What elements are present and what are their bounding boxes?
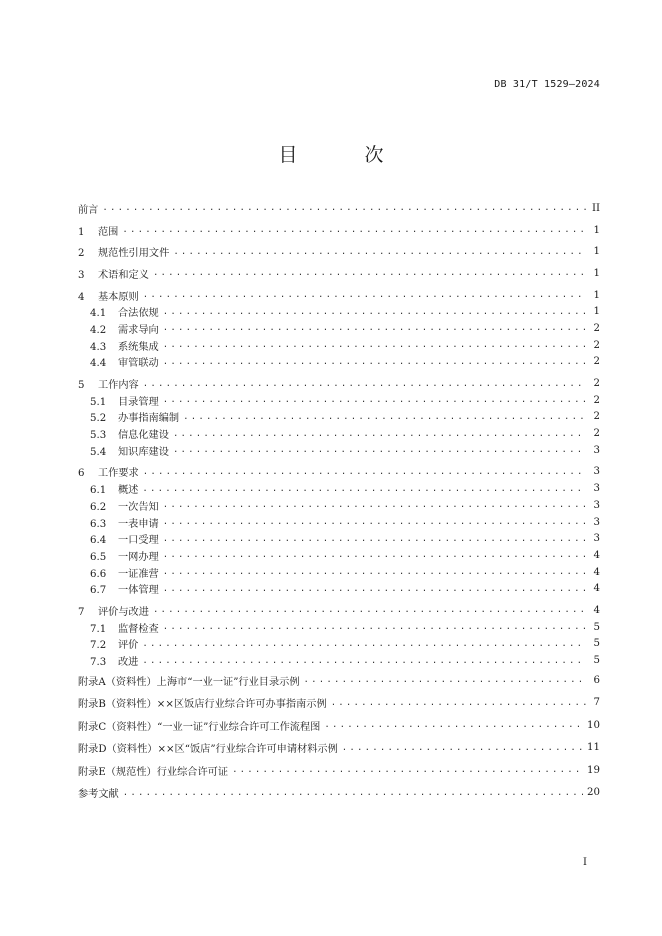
toc-entry[interactable]	[78, 580, 600, 597]
toc-dot-leader	[163, 500, 586, 510]
toc-entry-title	[90, 531, 159, 546]
toc-entry-number: 6.6	[90, 568, 107, 580]
toc-dot-leader	[163, 323, 586, 333]
toc-entry-number: 7	[78, 606, 85, 618]
toc-entry-label: 前言	[78, 204, 99, 216]
toc-entry-label: 工作要求	[98, 468, 139, 480]
toc-entry-page: II	[591, 202, 600, 214]
toc-entry-label: 改进	[118, 657, 139, 669]
toc-entry-title	[78, 673, 300, 688]
toc-dot-leader	[163, 340, 586, 350]
toc-dot-leader	[163, 622, 586, 632]
toc-entry-page: 5	[593, 638, 600, 650]
toc-entry-page: 3	[593, 516, 600, 528]
toc-entry-page: 3	[593, 499, 600, 511]
toc-entry-label: 合法依规	[118, 308, 159, 320]
toc-entry-label: 术语和定义	[98, 269, 149, 281]
toc-dot-leader	[143, 467, 586, 477]
toc-entry-page: 2	[593, 378, 600, 390]
toc-entry-title	[90, 636, 138, 651]
toc-entry-number: 6.1	[90, 485, 107, 497]
toc-entry-label: 一体管理	[118, 585, 159, 597]
toc-dot-leader	[342, 743, 583, 753]
toc-entry-title	[78, 266, 149, 281]
toc-entry[interactable]	[78, 564, 600, 581]
toc-entry[interactable]	[78, 480, 600, 497]
toc-entry-label: 一网办理	[118, 551, 159, 563]
toc-entry[interactable]	[78, 497, 600, 514]
toc-entry-label: 评价	[118, 640, 139, 652]
toc-entry-title	[90, 354, 159, 369]
toc-entry-number: 6.5	[90, 551, 107, 563]
toc-entry-title	[90, 304, 159, 319]
toc-entry-number: 4.1	[90, 308, 107, 320]
toc-entry[interactable]	[78, 464, 600, 481]
toc-entry[interactable]	[78, 736, 600, 759]
toc-entry-label: 办事指南编制	[118, 413, 180, 425]
toc-entry-page: 1	[593, 224, 600, 236]
toc-dot-leader	[142, 484, 586, 494]
toc-entry-label: 一次告知	[118, 501, 159, 513]
toc-entry-title	[90, 409, 179, 424]
toc-entry-title	[90, 393, 159, 408]
toc-entry-number: 4.3	[90, 341, 107, 353]
toc-entry-page: 4	[593, 549, 600, 561]
toc-entry-title	[90, 653, 138, 668]
standard-code: DB 31/T 1529—2024	[494, 79, 600, 90]
toc-entry-number: 5	[78, 380, 85, 392]
toc-entry[interactable]	[78, 200, 600, 217]
toc-dot-leader	[183, 412, 586, 422]
toc-entry-title	[90, 620, 159, 635]
toc-entry-title	[78, 223, 118, 238]
toc-entry-number: 5.3	[90, 430, 107, 442]
toc-entry[interactable]	[78, 442, 600, 459]
toc-entry[interactable]	[78, 691, 600, 714]
toc-entry-number: 2	[78, 248, 85, 260]
toc-entry-page: 3	[593, 444, 600, 456]
toc-entry-title	[90, 498, 159, 513]
toc-entry[interactable]	[78, 265, 600, 282]
toc-entry-title	[90, 565, 159, 580]
toc-entry[interactable]	[78, 375, 600, 392]
toc-entry-label: 一表申请	[118, 518, 159, 530]
toc-entry-number: 4.4	[90, 358, 107, 370]
toc-entry-page: 2	[593, 394, 600, 406]
toc-entry[interactable]	[78, 337, 600, 354]
toc-entry-page: 2	[593, 322, 600, 334]
toc-entry-page: 20	[587, 787, 600, 799]
toc-entry-page: 1	[593, 289, 600, 301]
toc-entry-label: 目录管理	[118, 396, 159, 408]
toc-entry-title	[90, 321, 159, 336]
toc-entry-page: 1	[593, 306, 600, 318]
toc-entry-page: 11	[587, 742, 600, 754]
toc-entry-number: 6.7	[90, 585, 107, 597]
table-of-contents	[78, 200, 600, 804]
toc-entry[interactable]	[78, 392, 600, 409]
toc-entry-number: 1	[78, 226, 85, 238]
toc-entry-label: 附录C（资料性）“一业一证”行业综合许可工作流程图	[78, 721, 321, 733]
toc-entry-title	[78, 718, 320, 733]
toc-entry-label: 概述	[118, 485, 139, 497]
toc-entry[interactable]	[78, 669, 600, 692]
toc-entry-page: 10	[587, 719, 600, 731]
toc-entry[interactable]	[78, 222, 600, 239]
toc-entry-label: 监督检查	[118, 623, 159, 635]
toc-entry-page: 4	[593, 604, 600, 616]
toc-dot-leader	[143, 379, 586, 389]
toc-entry-page: 2	[593, 428, 600, 440]
toc-dot-leader	[122, 225, 586, 235]
toc-entry-title	[78, 464, 139, 479]
toc-entry-label: 附录B（资料性）××区饭店行业综合许可办事指南示例	[78, 699, 327, 711]
toc-entry-title	[78, 695, 327, 710]
page-title: 目 次	[278, 144, 408, 166]
toc-entry-page: 4	[593, 583, 600, 595]
toc-dot-leader	[153, 605, 586, 615]
toc-dot-leader	[163, 550, 586, 560]
toc-entry-label: 知识库建设	[118, 446, 169, 458]
toc-entry-page: 3	[593, 466, 600, 478]
toc-entry-label: 基本原则	[98, 291, 139, 303]
toc-entry-page: 6	[593, 674, 600, 686]
toc-entry-page: 1	[593, 267, 600, 279]
toc-entry-number: 3	[78, 269, 85, 281]
toc-entry-title	[90, 548, 159, 563]
toc-entry-label: 附录E（规范性）行业综合许可证	[78, 766, 229, 778]
toc-entry[interactable]	[78, 530, 600, 547]
toc-entry-title	[78, 288, 139, 303]
toc-entry-title	[90, 443, 169, 458]
toc-entry[interactable]	[78, 354, 600, 371]
toc-entry-page: 3	[593, 533, 600, 545]
toc-dot-leader	[163, 395, 586, 405]
toc-entry-number: 5.2	[90, 413, 107, 425]
toc-dot-leader	[153, 268, 586, 278]
toc-entry[interactable]	[78, 425, 600, 442]
toc-entry-title	[78, 201, 98, 216]
toc-entry-page: 5	[593, 655, 600, 667]
toc-entry-title	[90, 426, 169, 441]
toc-entry-label: 一证准营	[118, 568, 159, 580]
toc-dot-leader	[123, 788, 583, 798]
toc-entry-title	[78, 244, 169, 259]
toc-dot-leader	[173, 429, 586, 439]
toc-entry-page: 2	[593, 411, 600, 423]
toc-dot-leader	[163, 534, 586, 544]
toc-entry[interactable]	[78, 652, 600, 669]
toc-entry-label: 审管联动	[118, 358, 159, 370]
toc-entry-page: 4	[593, 566, 600, 578]
toc-dot-leader	[324, 720, 583, 730]
toc-entry-number: 5.1	[90, 396, 107, 408]
toc-entry-page: 3	[593, 483, 600, 495]
toc-entry-label: 参考文献	[78, 789, 119, 801]
toc-entry-page: 19	[587, 764, 600, 776]
toc-entry[interactable]	[78, 781, 600, 804]
toc-entry-number: 6.3	[90, 518, 107, 530]
toc-entry[interactable]	[78, 619, 600, 636]
toc-entry-number: 6	[78, 468, 85, 480]
toc-dot-leader	[163, 567, 586, 577]
toc-entry-label: 附录A（资料性）上海市“一业一证”行业目录示例	[78, 676, 300, 688]
toc-dot-leader	[142, 639, 586, 649]
toc-entry[interactable]	[78, 759, 600, 782]
toc-dot-leader	[163, 517, 586, 527]
toc-entry-label: 一口受理	[118, 535, 159, 547]
toc-entry-label: 信息化建设	[118, 430, 169, 442]
toc-entry-label: 工作内容	[98, 380, 139, 392]
toc-entry-label: 需求导向	[118, 324, 159, 336]
toc-entry-title	[78, 740, 338, 755]
toc-entry[interactable]	[78, 714, 600, 737]
toc-entry-title	[78, 763, 228, 778]
toc-entry-title	[78, 785, 119, 800]
toc-dot-leader	[142, 656, 586, 666]
toc-dot-leader	[102, 203, 586, 213]
toc-entry-label: 附录D（资料性）××区“饭店”行业综合许可申请材料示例	[78, 744, 338, 756]
toc-dot-leader	[304, 675, 586, 685]
toc-dot-leader	[163, 307, 586, 317]
toc-entry-title	[78, 603, 149, 618]
toc-entry-number: 5.4	[90, 446, 107, 458]
toc-entry-title	[90, 338, 159, 353]
toc-entry-page: 1	[593, 246, 600, 258]
toc-entry-label: 范围	[98, 226, 119, 238]
toc-entry-title	[90, 481, 138, 496]
toc-dot-leader	[173, 445, 586, 455]
toc-entry[interactable]	[78, 320, 600, 337]
toc-entry-number: 4	[78, 291, 85, 303]
toc-entry-page: 7	[593, 697, 600, 709]
toc-entry[interactable]	[78, 636, 600, 653]
toc-dot-leader	[163, 357, 586, 367]
toc-dot-leader	[143, 290, 586, 300]
toc-entry-label: 评价与改进	[98, 606, 149, 618]
toc-entry[interactable]	[78, 602, 600, 619]
toc-entry-title	[90, 515, 159, 530]
toc-dot-leader	[163, 584, 586, 594]
toc-entry-number: 7.2	[90, 640, 107, 652]
toc-dot-leader	[173, 247, 586, 257]
toc-entry-page: 2	[593, 339, 600, 351]
toc-entry-page: 2	[593, 356, 600, 368]
toc-entry[interactable]	[78, 409, 600, 426]
toc-entry-number: 7.1	[90, 623, 107, 635]
toc-entry-number: 6.2	[90, 501, 107, 513]
toc-entry-label: 系统集成	[118, 341, 159, 353]
toc-entry[interactable]	[78, 243, 600, 260]
toc-entry-page: 5	[593, 621, 600, 633]
toc-entry-title	[90, 581, 159, 596]
toc-entry[interactable]	[78, 547, 600, 564]
toc-dot-leader	[232, 765, 583, 775]
toc-entry-title	[78, 376, 139, 391]
toc-entry-number: 7.3	[90, 657, 107, 669]
toc-dot-leader	[331, 698, 586, 708]
toc-entry-label: 规范性引用文件	[98, 248, 170, 260]
toc-entry-number: 6.4	[90, 535, 107, 547]
toc-entry[interactable]	[78, 514, 600, 531]
page-number: I	[583, 857, 587, 868]
toc-entry[interactable]	[78, 287, 600, 304]
toc-entry[interactable]	[78, 303, 600, 320]
toc-entry-number: 4.2	[90, 324, 107, 336]
